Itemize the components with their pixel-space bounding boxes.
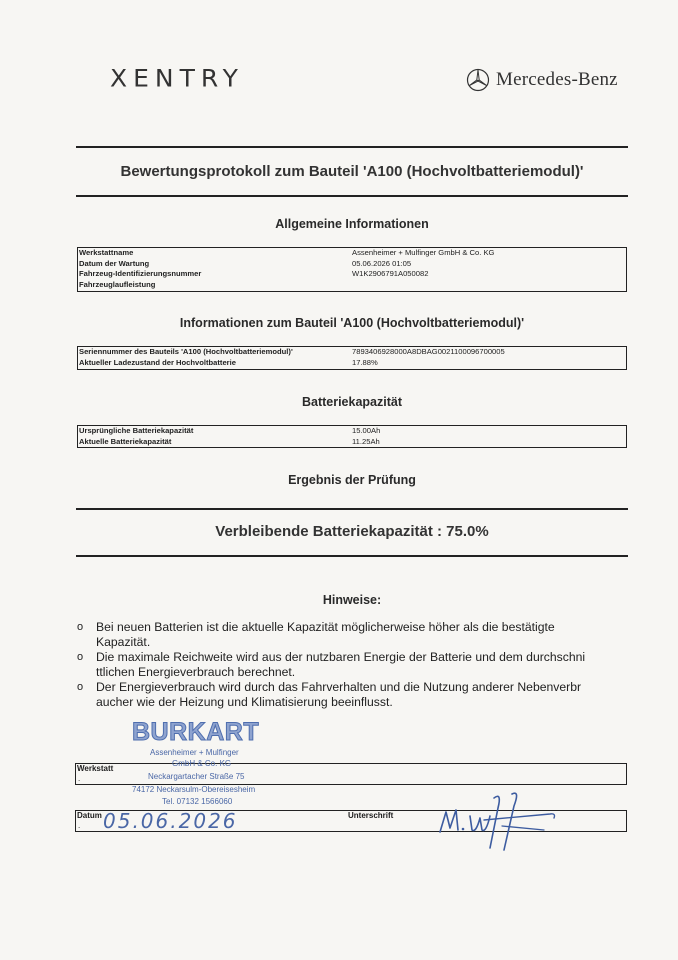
mercedes-benz-wordmark: Mercedes-Benz bbox=[496, 69, 618, 90]
component-row-value: 7893406928000A8DBAG0021100096700005 bbox=[352, 347, 505, 356]
general-row bbox=[78, 248, 626, 259]
handwritten-signature bbox=[432, 786, 562, 856]
component-row-label: Aktueller Ladezustand der Hochvoltbatterie bbox=[79, 357, 236, 367]
general-row-label: Fahrzeug-Identifizierungsnummer bbox=[79, 269, 202, 278]
general-row-value: Assenheimer + Mulfinger GmbH & Co. KG bbox=[352, 248, 495, 257]
component-info-table bbox=[77, 346, 627, 370]
title-rule-bottom bbox=[76, 195, 628, 197]
general-row-label: Fahrzeuglaufleistung bbox=[79, 279, 156, 289]
result-rule-top bbox=[76, 508, 628, 510]
general-row-value: W1K2906791A050082 bbox=[352, 269, 429, 278]
workshop-value: . bbox=[78, 774, 81, 783]
general-row-value: 05.06.2026 01:05 bbox=[352, 258, 412, 268]
bullet-icon: o bbox=[77, 651, 84, 664]
battery-capacity-heading: Batteriekapazität bbox=[301, 395, 403, 409]
note-line: Bei neuen Batterien ist die aktuelle Kapazität möglicherweise höher als die bestätigte bbox=[96, 620, 555, 634]
notes-list bbox=[76, 620, 636, 711]
general-info-heading: Allgemeine Informationen bbox=[275, 217, 429, 231]
handwritten-date: 05.06.2026 bbox=[103, 809, 238, 833]
capacity-row bbox=[78, 426, 626, 437]
capacity-row-label: Ursprüngliche Batteriekapazität bbox=[79, 426, 194, 435]
note-line: ttlichen Energieverbrauch berechnet. bbox=[96, 664, 296, 679]
notes-heading: Hinweise: bbox=[322, 593, 382, 607]
note-item bbox=[76, 650, 636, 679]
component-row-label: Seriennummer des Bauteils 'A100 (Hochvoltbatteriemodul)' bbox=[79, 347, 293, 356]
capacity-row bbox=[78, 437, 626, 448]
stamp-brand: BURKART bbox=[132, 718, 260, 746]
general-row bbox=[78, 280, 626, 291]
result-rule-bottom bbox=[76, 555, 628, 557]
document-title: Bewertungsprotokoll zum Bauteil 'A100 (Hochvoltbatteriemodul)' bbox=[120, 163, 584, 180]
company-stamp bbox=[128, 718, 288, 810]
note-line: Die maximale Reichweite wird aus der nutzbaren Energie der Batterie und dem durchschni bbox=[96, 650, 586, 665]
component-info-heading: Informationen zum Bauteil 'A100 (Hochvoltbatteriemodul)' bbox=[179, 316, 525, 330]
general-row-label: Datum der Wartung bbox=[79, 258, 150, 268]
date-label: Datum bbox=[77, 811, 102, 820]
remaining-capacity-result: Verbleibende Batteriekapazität : 75.0% bbox=[215, 523, 489, 540]
component-row-value: 17.88% bbox=[352, 357, 378, 367]
capacity-row-label: Aktuelle Batteriekapazität bbox=[79, 436, 172, 446]
battery-capacity-table bbox=[77, 425, 627, 448]
bullet-icon: o bbox=[77, 681, 84, 694]
bullet-icon: o bbox=[77, 621, 84, 633]
title-rule-top bbox=[76, 146, 628, 148]
general-info-table bbox=[77, 247, 627, 292]
xentry-logo: XENTRY bbox=[110, 64, 244, 93]
component-row bbox=[78, 347, 626, 358]
stamp-line: Tel. 07132 1566060 bbox=[162, 797, 233, 806]
stamp-line: Neckargartacher Straße 75 bbox=[148, 772, 245, 781]
note-line: Der Energieverbrauch wird durch das Fahrverhalten und die Nutzung anderer Nebenverbr bbox=[96, 680, 582, 695]
capacity-row-value: 11.25Ah bbox=[352, 436, 380, 446]
stamp-line: Assenheimer + Mulfinger bbox=[150, 748, 239, 757]
note-item bbox=[76, 620, 636, 649]
stamp-line: 74172 Neckarsulm-Obereisesheim bbox=[132, 785, 256, 794]
date-dot: . bbox=[78, 821, 81, 830]
workshop-label: Werkstatt bbox=[77, 764, 114, 773]
capacity-row-value: 15.00Ah bbox=[352, 426, 381, 435]
component-row bbox=[78, 358, 626, 369]
note-item bbox=[76, 680, 636, 709]
note-line: aucher wie der Heizung und Klimatisierung beeinflusst. bbox=[96, 694, 393, 709]
mercedes-benz-logo bbox=[466, 68, 618, 92]
result-heading: Ergebnis der Prüfung bbox=[288, 473, 416, 487]
general-row bbox=[78, 269, 626, 280]
mercedes-star-icon bbox=[466, 68, 490, 92]
note-line: Kapazität. bbox=[96, 634, 151, 649]
signature-label: Unterschrift bbox=[348, 811, 394, 820]
stamp-line: GmbH & Co. KG bbox=[172, 759, 232, 768]
general-row-label: Werkstattname bbox=[79, 248, 134, 257]
general-row bbox=[78, 259, 626, 270]
